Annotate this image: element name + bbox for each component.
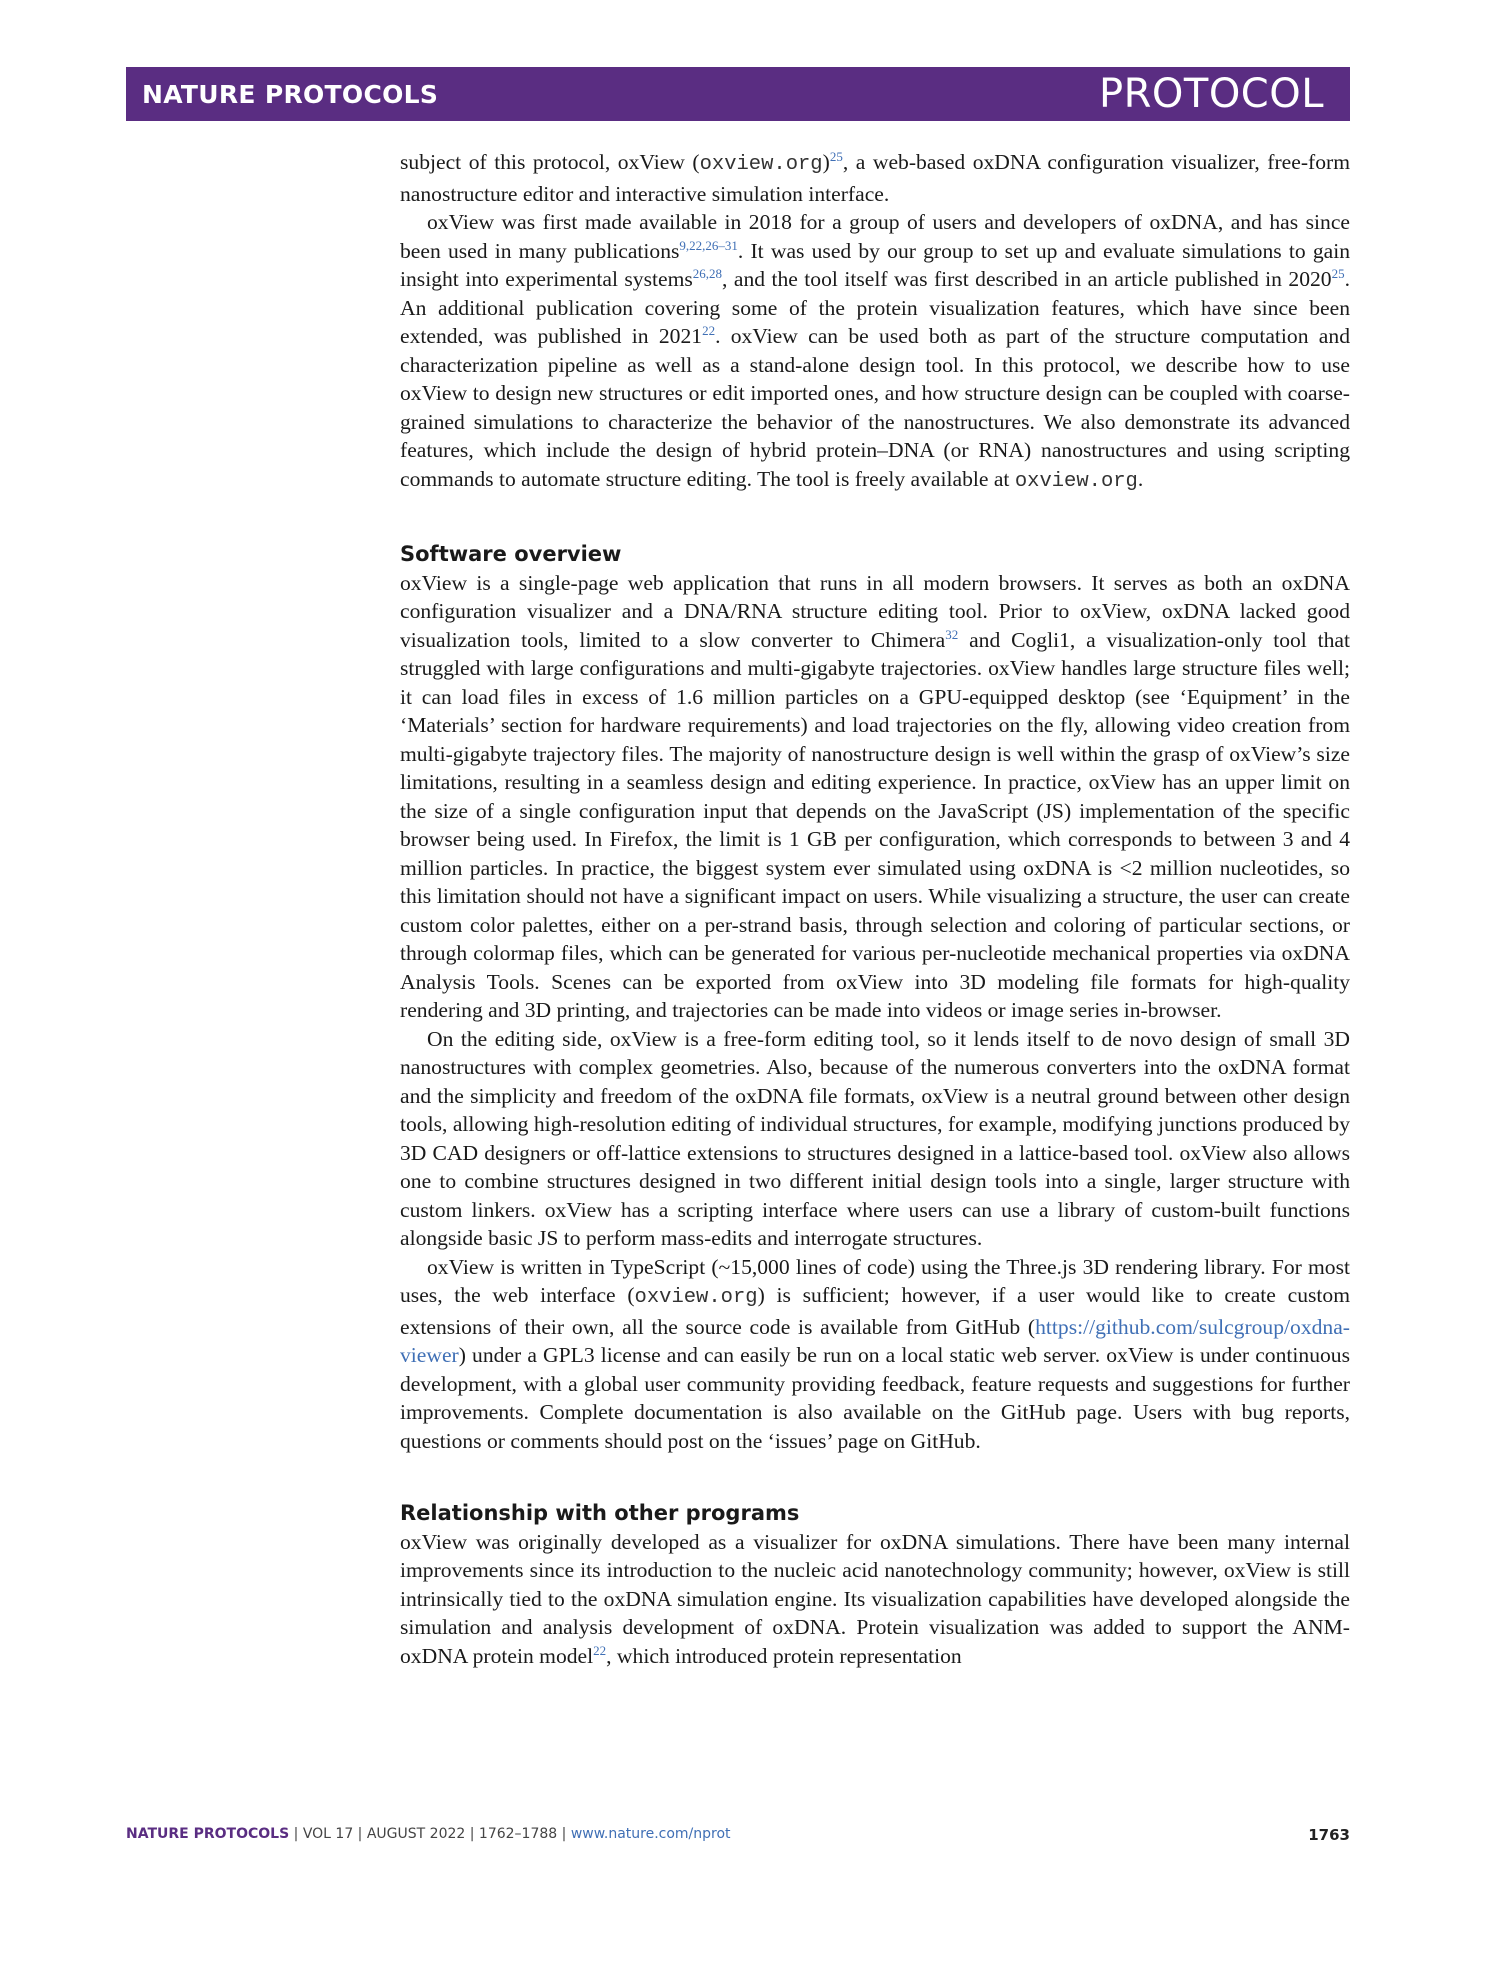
intro-paragraph-1: subject of this protocol, oxView (oxview.org)$^{25}$, a web-based oxDNA configuration visualizer, free-form nanostructure editor and interactive simulation interface. [400, 148, 1350, 206]
page-number: 1763 [1308, 1826, 1350, 1844]
oxview-url-code[interactable]: oxview.org [1014, 469, 1138, 493]
citation-ref[interactable]: 26,28 [692, 265, 723, 281]
github-link[interactable]: https://github.com/sulcgroup/oxdna-viewer [400, 1314, 1350, 1367]
footer-volume: VOL 17 [302, 1826, 354, 1842]
footer-pages: 1762–1788 [478, 1826, 558, 1842]
citation-ref[interactable]: 9,22,26–31 [679, 237, 738, 253]
journal-name: NATURE PROTOCOLS [142, 79, 439, 109]
footer-journal: NATURE PROTOCOLS [126, 1826, 290, 1842]
footer-date: AUGUST 2022 [366, 1826, 466, 1842]
intro-paragraph-2: oxView was first made available in 2018 for a group of users and developers of oxDNA, and has since been used in many publications$^{9,22,26-31}$. It was used by our group to set up and evaluate simulations to gain insight into experimental systems$^{26,28}$, and the tool itself was first described in an article published in 2020$^{25}$. An additional publication covering some of the protein visualization features, which have since been extended, was published in 2021$^{22}$. oxView can be used both as part of the structure computation and characterization pipeline as well as a stand-alone design tool. In this protocol, we describe how to use oxView to design new structures or edit imported ones, and how structure design can be coupled with coarse-grained simulations to characterize the behavior of the nanostructures. We also demonstrate its advanced features, which include the design of hybrid protein–DNA (or RNA) nanostructures and using scripting commands to automate structure editing. The tool is freely available at oxview.org. [400, 210, 1351, 493]
software-overview-paragraph-2: On the editing side, oxView is a free-form editing tool, so it lends itself to de novo design of small 3D nanostructures with complex geometries. Also, because of the numerous converters into the oxDNA format and the simplicity and freedom of the oxDNA file formats, oxView is a neutral ground between other design tools, allowing high-resolution editing of individual structures, for example, modifying junctions produced by 3D CAD designers or off-lattice extensions to structures designed in a lattice-based tool. oxView also allows one to combine structures designed in two different initial design tools into a single, larger structure with custom linkers. oxView has a scripting interface where users can use a library of custom-built functions alongside basic JS to perform mass-edits and interrogate structures. [400, 1026, 1350, 1250]
journal-header-bar [126, 67, 1350, 121]
software-overview-paragraph-1: oxView is a single-page web application that runs in all modern browsers. It serves as both an oxDNA configuration visualizer and a DNA/RNA structure editing tool. Prior to oxView, oxDNA lacked good visualization tools, limited to a slow converter to Chimera$^{32}$ and Cogli1, a visualization-only tool that struggled with large configurations and multi-gigabyte trajectories. oxView handles large structure files well; it can load files in excess of 1.6 million particles on a GPU-equipped desktop (see ‘Equipment’ in the ‘Materials’ section for hardware requirements) and load trajectories on the fly, allowing video creation from multi-gigabyte trajectory files. The majority of nanostructure design is well within the grasp of oxView’s size limitations, resulting in a seamless design and editing experience. In practice, oxView has an upper limit on the size of a single configuration input that depends on the JavaScript (JS) implementation of the specific browser being used. In Firefox, the limit is 1 GB per configuration, which corresponds to between 3 and 4 million particles. In practice, the biggest system ever simulated using oxDNA is <2 million nucleotides, so this limitation should not have a significant impact on users. While visualizing a structure, the user can create custom color palettes, either on a per-strand basis, through selection and coloring of particular sections, or through colormap files, which can be generated for various per-nucleotide mechanical properties via oxDNA Analysis Tools. Scenes can be exported from oxView into 3D modeling file formats for high-quality rendering and 3D printing, and trajectories can be made into videos or image series in-browser. [400, 570, 1350, 1022]
page-footer [126, 1826, 1350, 1844]
citation-ref[interactable]: 25 [1331, 265, 1345, 281]
oxview-url-code[interactable]: oxview.org [699, 153, 823, 176]
citation-ref[interactable]: 25 [829, 148, 843, 164]
footer-url[interactable]: www.nature.com/nprot [570, 1826, 731, 1842]
citation-ref[interactable]: 32 [945, 626, 959, 642]
footer-citation: NATURE PROTOCOLS | VOL 17 | AUGUST 2022 | 1762–1788 | www.nature.com/nprot [126, 1826, 731, 1842]
article-body [400, 148, 1350, 1670]
citation-ref[interactable]: 22 [702, 322, 716, 338]
oxview-url-code[interactable]: oxview.org [634, 1286, 758, 1309]
relationship-paragraph-1: oxView was originally developed as a visualizer for oxDNA simulations. There have been many internal improvements since its introduction to the nucleic acid nanotechnology community; however, oxView is still intrinsically tied to the oxDNA simulation engine. Its visualization capabilities have developed alongside the simulation and analysis development of oxDNA. Protein visualization was added to support the ANM-oxDNA protein model$^{22}$, which introduced protein representation [400, 1529, 1350, 1668]
section-heading-relationship: Relationship with other programs [400, 1501, 800, 1525]
article-type: PROTOCOL [1098, 71, 1324, 117]
section-heading-software-overview: Software overview [400, 542, 622, 566]
software-overview-paragraph-3: oxView is written in TypeScript (~15,000 lines of code) using the Three.js 3D rendering library. For most uses, the web interface (oxview.org) is sufficient; however, if a user would like to create custom extensions of their own, all the source code is available from GitHub (https://github.com/sulcgroup/oxdna-viewer) under a GPL3 license and can easily be run on a local static web server. oxView is under continuous development, with a global user community providing feedback, feature requests and suggestions for further improvements. Complete documentation is also available on the GitHub page. Users with bug reports, questions or comments should post on the ‘issues’ page on GitHub. [400, 1254, 1350, 1453]
citation-ref[interactable]: 22 [593, 1642, 607, 1658]
